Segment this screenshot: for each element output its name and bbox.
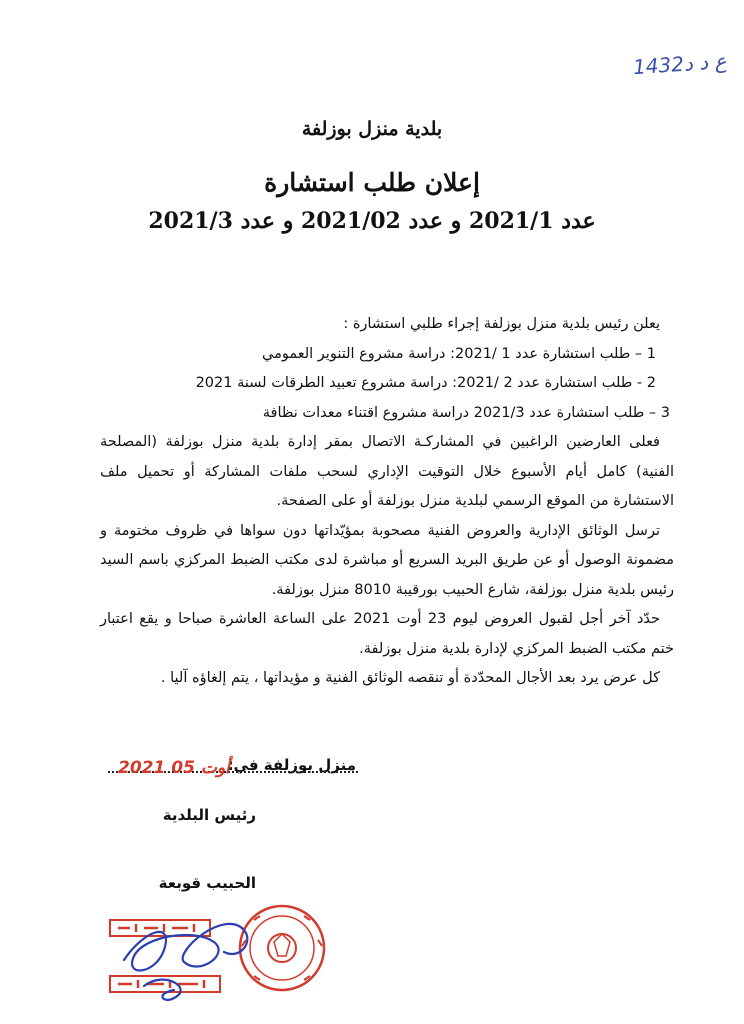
paragraph-participation: فعلى العارضين الراغبين في المشاركـة الاتصال بمقر إدارة بلدية منزل بوزلفة (المصلحة الفنية) كامل أيام الأسبوع خلال التوقيت الإداري لسحب ملفات المشاركة أو تحميل ملف الاستشارة من الموقع الرسمي لبلدية منزل بوزلفة أو على الصفحة. xyxy=(100,434,674,509)
consultation-item-1: 1 – طلب استشارة عدد 1 /2021: دراسة مشروع التنوير العمومي xyxy=(262,345,656,362)
reference-number: 1432ع د د xyxy=(631,48,727,80)
paragraph-deadline: حدّد آخر أجل لقبول العروض ليوم 23 أوت 2021 على الساعة العاشرة صباحا و يقع اعتبار ختم مكتب الضبط المركزي لإدارة بلدية منزل بوزلفة. xyxy=(100,611,674,657)
official-stamp-and-signature xyxy=(104,890,334,1020)
municipality-heading: بلدية منزل بوزلفة xyxy=(301,118,443,140)
mayor-title: رئيس البلدية xyxy=(162,806,256,824)
consultation-item-2: 2 - طلب استشارة عدد 2 /2021: دراسة مشروع تعبيد الطرقات لسنة 2021 xyxy=(195,375,656,391)
paragraph-late-offers: كل عرض يرد بعد الأجال المحدّدة أو تنقصه الوثائق الفنية و مؤيداتها ، يتم إلغاؤه آليا . xyxy=(160,670,660,686)
round-seal xyxy=(240,906,324,990)
consultation-numbers: عدد 2021/1 و عدد 2021/02 و عدد 2021/3 xyxy=(148,208,596,234)
intro-line: يعلن رئيس بلدية منزل بوزلفة إجراء طلبي استشارة : xyxy=(343,316,660,332)
announcement-body xyxy=(100,310,674,694)
place-date-label: منزل بوزلفة في: xyxy=(227,756,356,774)
mayor-name: الحبيب قوبعة xyxy=(158,874,256,892)
paragraph-submission: ترسل الوثائق الإدارية والعروض الفنية مصحوبة بمؤيّداتها دون سواها في ظروف مختومة و مضمونة الوصول أو عن طريق البريد السريع أو مباشرة لدى مكتب الضبط المركزي باسم السيد رئيس بلدية منزل بوزلفة، شارع الحبيب بورقيبة 8010 منزل بوزلفة. xyxy=(100,522,674,598)
announcement-title: إعلان طلب استشارة xyxy=(264,168,480,197)
consultation-item-3: 3 – طلب استشارة عدد 2021/3 دراسة مشروع اقتناء معدات نظافة xyxy=(262,404,670,421)
stamped-date: 2021 أوت 05 xyxy=(118,758,230,778)
